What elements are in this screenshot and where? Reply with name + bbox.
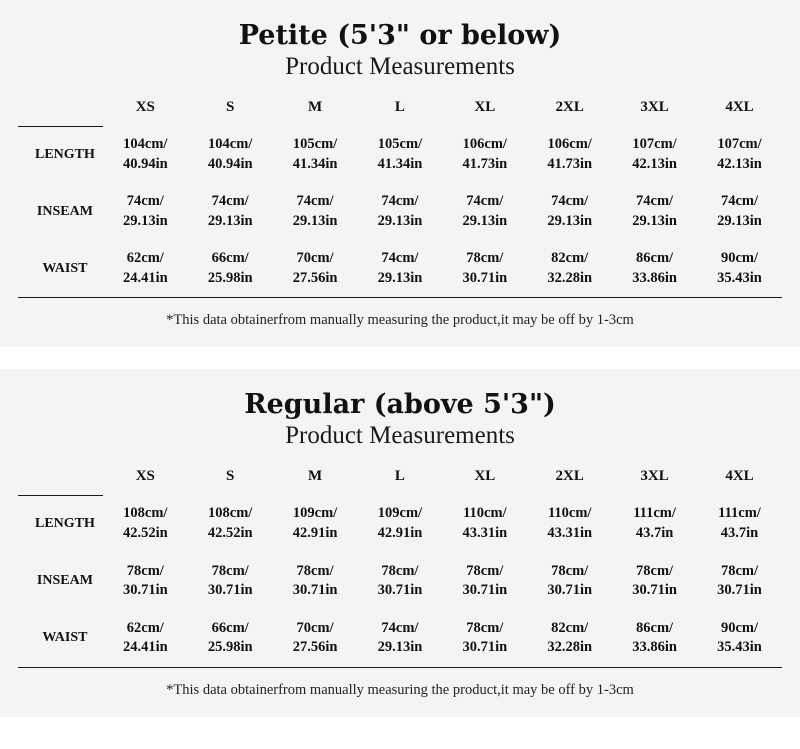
cell-length-xs: 108cm/ 42.52in xyxy=(122,505,168,541)
cell-length-4xl: 107cm/ 42.13in xyxy=(717,136,762,172)
cell-length-m: 105cm/ 41.34in xyxy=(292,136,338,172)
table-header-4xl: 4XL xyxy=(725,99,754,115)
section-subtitle: Product Measurements xyxy=(285,422,515,450)
cell-waist-xl: 78cm/ 30.71in xyxy=(442,610,527,668)
measurements-table xyxy=(18,460,782,667)
section-divider xyxy=(0,347,800,369)
table-row xyxy=(18,240,782,298)
cell-waist-3xl: 86cm/ 33.86in xyxy=(612,610,697,668)
cell-length-l: 109cm/ 42.91in xyxy=(377,505,423,541)
table-header-xs: XS xyxy=(135,99,155,115)
measurement-disclaimer: *This data obtainerfrom manually measuring the product,it may be off by 1-3cm xyxy=(166,312,634,329)
table-header-corner xyxy=(18,460,103,495)
cell-inseam-l: 78cm/ 30.71in xyxy=(377,562,423,599)
cell-inseam-4xl: 74cm/ 29.13in xyxy=(717,193,762,229)
row-label-length: LENGTH xyxy=(34,146,95,162)
table-header-m: M xyxy=(307,99,323,115)
table-header-row xyxy=(18,460,782,495)
cell-waist-m: 70cm/ 27.56in xyxy=(273,610,358,668)
table-header-xs: XS xyxy=(135,468,155,485)
table-header-s: S xyxy=(226,99,235,115)
table-row xyxy=(18,126,782,183)
cell-waist-l: 74cm/ 29.13in xyxy=(358,610,443,668)
cell-waist-2xl: 82cm/ 32.28in xyxy=(527,240,612,298)
table-header-xl: XL xyxy=(474,99,496,115)
table-header-2xl: 2XL xyxy=(555,99,584,115)
measurement-disclaimer: *This data obtainerfrom manually measuring the product,it may be off by 1-3cm xyxy=(166,681,634,698)
cell-length-3xl: 111cm/ 43.7in xyxy=(633,505,676,541)
cell-inseam-3xl: 78cm/ 30.71in xyxy=(632,562,677,599)
row-label-waist: WAIST xyxy=(18,240,103,298)
table-row xyxy=(18,553,782,610)
table-header-l: L xyxy=(394,99,405,115)
row-label-inseam: INSEAM xyxy=(36,203,93,219)
section-title: Petite (5'3" or below) xyxy=(238,20,562,51)
cell-waist-xs: 62cm/ 24.41in xyxy=(103,610,188,668)
measurements-table xyxy=(18,91,782,298)
cell-waist-s: 66cm/ 25.98in xyxy=(188,240,273,298)
table-header-xl: XL xyxy=(474,468,496,485)
table-header-s: S xyxy=(226,468,235,485)
table-row xyxy=(18,183,782,240)
cell-length-l: 105cm/ 41.34in xyxy=(377,136,423,172)
cell-waist-3xl: 86cm/ 33.86in xyxy=(612,240,697,298)
cell-inseam-s: 78cm/ 30.71in xyxy=(207,562,253,599)
cell-length-2xl: 106cm/ 41.73in xyxy=(547,136,593,172)
row-label-inseam: INSEAM xyxy=(36,573,93,589)
row-label-waist: WAIST xyxy=(18,610,103,668)
cell-inseam-l: 74cm/ 29.13in xyxy=(377,193,423,229)
row-label-length: LENGTH xyxy=(34,516,95,532)
cell-waist-s: 66cm/ 25.98in xyxy=(188,610,273,668)
table-row xyxy=(18,495,782,552)
cell-length-4xl: 111cm/ 43.7in xyxy=(718,505,761,541)
cell-inseam-xs: 74cm/ 29.13in xyxy=(122,193,168,229)
section-subtitle: Product Measurements xyxy=(285,53,515,80)
table-header-l: L xyxy=(394,468,405,485)
cell-length-xl: 110cm/ 43.31in xyxy=(462,505,508,541)
cell-waist-4xl: 90cm/ 35.43in xyxy=(697,610,782,668)
cell-length-m: 109cm/ 42.91in xyxy=(292,505,338,541)
cell-inseam-3xl: 74cm/ 29.13in xyxy=(632,193,677,229)
cell-inseam-2xl: 78cm/ 30.71in xyxy=(547,562,593,599)
table-header-m: M xyxy=(307,468,323,485)
cell-inseam-xl: 78cm/ 30.71in xyxy=(462,562,508,599)
cell-waist-l: 74cm/ 29.13in xyxy=(358,240,443,298)
table-header-2xl: 2XL xyxy=(555,468,584,485)
cell-length-2xl: 110cm/ 43.31in xyxy=(547,505,593,541)
table-header-row xyxy=(18,91,782,126)
cell-inseam-m: 74cm/ 29.13in xyxy=(292,193,338,229)
cell-waist-4xl: 90cm/ 35.43in xyxy=(697,240,782,298)
cell-inseam-2xl: 74cm/ 29.13in xyxy=(547,193,593,229)
cell-waist-xs: 62cm/ 24.41in xyxy=(103,240,188,298)
cell-inseam-m: 78cm/ 30.71in xyxy=(292,562,338,599)
size-section-regular xyxy=(0,369,800,716)
table-header-3xl: 3XL xyxy=(640,99,669,115)
cell-length-s: 108cm/ 42.52in xyxy=(207,505,253,541)
table-header-4xl: 4XL xyxy=(725,468,754,485)
cell-waist-xl: 78cm/ 30.71in xyxy=(442,240,527,298)
table-row xyxy=(18,610,782,668)
section-title: Regular (above 5'3") xyxy=(244,389,556,421)
cell-inseam-xs: 78cm/ 30.71in xyxy=(122,562,168,599)
cell-length-s: 104cm/ 40.94in xyxy=(207,136,253,172)
table-header-corner xyxy=(18,91,103,126)
cell-inseam-4xl: 78cm/ 30.71in xyxy=(717,562,762,599)
cell-length-xs: 104cm/ 40.94in xyxy=(122,136,168,172)
cell-inseam-s: 74cm/ 29.13in xyxy=(207,193,253,229)
cell-inseam-xl: 74cm/ 29.13in xyxy=(462,193,508,229)
cell-length-xl: 106cm/ 41.73in xyxy=(462,136,508,172)
size-section-petite xyxy=(0,0,800,347)
cell-waist-2xl: 82cm/ 32.28in xyxy=(527,610,612,668)
table-header-3xl: 3XL xyxy=(640,468,669,485)
cell-length-3xl: 107cm/ 42.13in xyxy=(632,136,677,172)
cell-waist-m: 70cm/ 27.56in xyxy=(273,240,358,298)
